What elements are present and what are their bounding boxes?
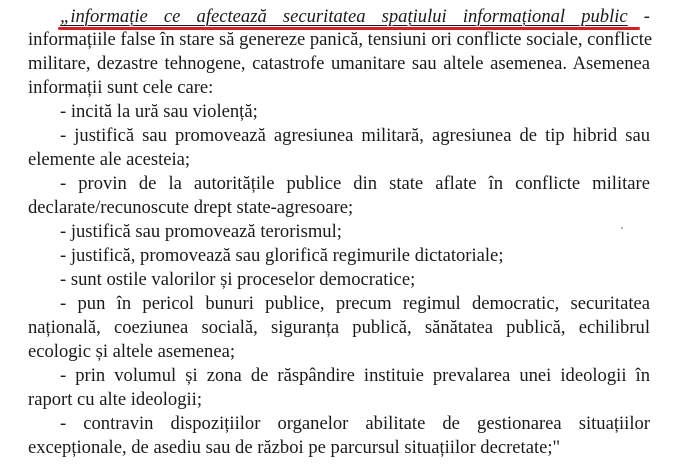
list-item-7: - pun în pericol bunuri publice, precum regimul democratic, securitatea	[60, 293, 650, 314]
list-item-1: - incită la ură sau violență;	[60, 101, 258, 122]
list-item-8: - prin volumul și zona de răspândire instituie prevalarea unei ideologii în	[60, 365, 650, 386]
definition-term: „informație ce afectează securitatea spațiului informațional public	[60, 6, 628, 27]
list-item-9: - contravin dispozițiilor organelor abilitate de gestionarea situațiilor	[60, 413, 650, 434]
text-line-3: informații sunt cele care:	[28, 77, 214, 98]
scan-speck	[621, 227, 623, 229]
list-item-9-cont: excepționale, de asediu sau de război pe parcursul situațiilor decretate;"	[28, 437, 561, 458]
definition-dash: -	[627, 6, 650, 27]
list-item-2: - justifică sau promovează agresiunea militară, agresiunea de tip hibrid sau	[60, 125, 650, 146]
list-item-3: - provin de la autoritățile publice din state aflate în conflicte militare	[60, 173, 650, 194]
list-item-6: - sunt ostile valorilor și proceselor democratice;	[60, 269, 416, 290]
list-item-7-end: ecologic și altele asemenea;	[28, 341, 236, 362]
list-item-8-cont: raport cu alte ideologii;	[28, 389, 202, 410]
list-item-4: - justifică sau promovează terorismul;	[60, 221, 342, 242]
text-line-1: informațiile false în stare să genereze panică, tensiuni ori conflicte sociale, conflicte	[28, 29, 653, 50]
list-item-7-cont: națională, coeziunea socială, siguranța publică, sănătatea publică, echilibrul	[28, 317, 650, 338]
text-line-2: militare, dezastre tehnogene, catastrofe umanitare sau altele asemenea. Asemenea	[28, 53, 650, 74]
list-item-2-cont: elemente ale acesteia;	[28, 149, 191, 170]
list-item-3-cont: declarate/recunoscute drept state-agresoare;	[28, 197, 354, 218]
list-item-5: - justifică, promovează sau glorifică regimurile dictatoriale;	[60, 245, 504, 266]
